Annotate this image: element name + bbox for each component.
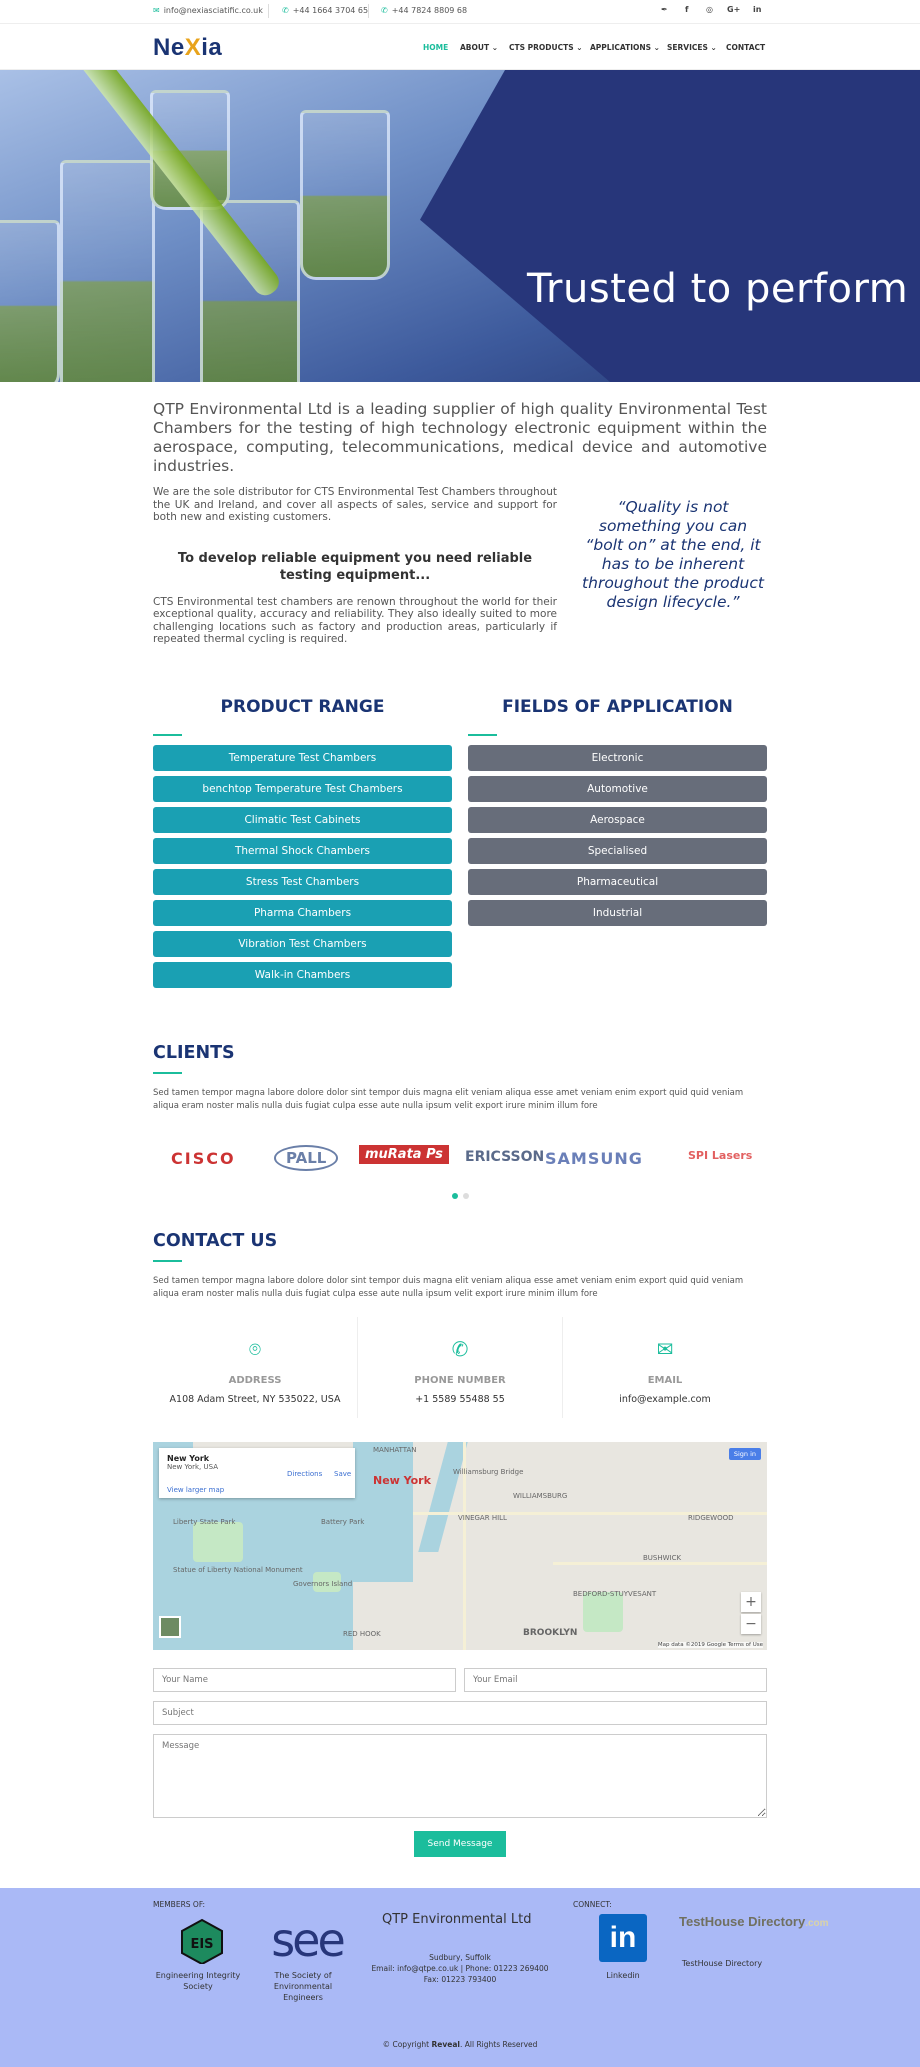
product-button[interactable]: Pharma Chambers <box>153 900 452 926</box>
members-label: MEMBERS OF: <box>153 1899 206 1909</box>
address-value: A108 Adam Street, NY 535022, USA <box>169 1393 341 1405</box>
beaker-image <box>0 220 60 382</box>
clients-section <box>153 1043 767 1199</box>
title-underline <box>468 734 497 736</box>
copyright <box>0 2040 920 2049</box>
facebook-icon[interactable]: f <box>685 5 689 14</box>
satellite-toggle[interactable] <box>159 1616 181 1638</box>
linkedin-icon[interactable]: in <box>599 1914 647 1962</box>
map-label: Statue of Liberty National Monument <box>173 1565 303 1574</box>
copyright-suffix: . All Rights Reserved <box>460 2039 538 2049</box>
top-bar <box>0 0 920 24</box>
nav-home[interactable]: HOME <box>423 43 449 52</box>
client-logo-samsung: SAMSUNG <box>545 1148 643 1168</box>
topbar-phone-1[interactable]: ✆ +44 1664 3704 65 <box>282 6 369 15</box>
intro-section <box>153 400 767 646</box>
copyright-brand[interactable]: Reveal <box>431 2039 460 2049</box>
map-park <box>583 1592 623 1632</box>
footer-fax: Fax: 01223 793400 <box>423 1974 497 1984</box>
map-park <box>193 1522 243 1562</box>
phone-icon: ✆ <box>381 6 388 15</box>
copyright-prefix: © Copyright <box>382 2039 432 2049</box>
title-underline <box>153 734 182 736</box>
nav-services[interactable]: SERVICES ⌄ <box>667 43 717 52</box>
map-place-name: New York <box>167 1453 210 1463</box>
map-signin-button[interactable]: Sign in <box>729 1448 761 1460</box>
contact-info <box>153 1317 767 1418</box>
map-attribution: Map data ©2019 Google Terms of Use <box>657 1641 763 1648</box>
address-block <box>153 1317 358 1418</box>
product-button[interactable]: Climatic Test Cabinets <box>153 807 452 833</box>
field-button[interactable]: Automotive <box>468 776 767 802</box>
instagram-icon[interactable]: ◎ <box>706 5 713 14</box>
envelope-icon: ✉ <box>656 1336 674 1361</box>
map-road <box>553 1562 767 1565</box>
nav-cts-products[interactable]: CTS PRODUCTS ⌄ <box>509 43 583 52</box>
nav-about[interactable]: ABOUT ⌄ <box>460 43 498 52</box>
map-label: WILLIAMSBURG <box>513 1491 568 1500</box>
map-label: Battery Park <box>321 1517 365 1526</box>
phone-icon: ✆ <box>451 1336 469 1361</box>
email-value[interactable]: info@example.com <box>619 1393 711 1405</box>
map-pin-icon: ⌾ <box>249 1336 261 1361</box>
name-input[interactable] <box>153 1668 456 1692</box>
site-logo[interactable]: NeXia <box>153 34 223 61</box>
phone-icon: ✆ <box>282 6 289 15</box>
contact-section <box>153 1231 767 1857</box>
linkedin-caption: Linkedin <box>606 1970 640 1980</box>
field-button[interactable]: Aerospace <box>468 807 767 833</box>
site-header <box>0 24 920 70</box>
email-block <box>563 1317 767 1418</box>
intro-subheading: To develop reliable equipment you need reliable testing equipment... <box>177 550 533 583</box>
title-underline <box>153 1260 182 1262</box>
eis-logo[interactable] <box>180 1918 224 1964</box>
title-underline <box>153 1072 182 1074</box>
testhouse-caption: TestHouse Directory <box>681 1958 763 1968</box>
client-logo-ericsson: ERICSSON <box>465 1148 545 1165</box>
testhouse-logo-text: TestHouse Directory <box>679 1913 806 1929</box>
google-map[interactable] <box>153 1442 767 1650</box>
eis-caption: Engineering Integrity Society <box>155 1970 241 1991</box>
svg-text:EIS: EIS <box>190 1936 214 1952</box>
divider <box>268 4 269 18</box>
hero-panel <box>420 70 920 382</box>
intro-lead: QTP Environmental Ltd is a leading supplier of high quality Environmental Test Chambers for the testing of high technology electronic equipment within the aerospace, computing, telecommunications, medical device and automotive industries. <box>153 400 767 475</box>
email-input[interactable] <box>464 1668 767 1692</box>
map-label: BUSHWICK <box>643 1553 682 1562</box>
map-label: Governors Island <box>293 1579 353 1588</box>
clients-carousel[interactable] <box>153 1131 767 1187</box>
map-place-card <box>159 1448 355 1498</box>
envelope-icon: ✉ <box>153 6 160 15</box>
see-logo[interactable] <box>262 1920 352 1960</box>
connect-label: CONNECT: <box>573 1899 612 1909</box>
footer-company: QTP Environmental Ltd <box>382 1911 532 1927</box>
linkedin-icon[interactable]: in <box>753 5 762 14</box>
topbar-phone-2[interactable]: ✆ +44 7824 8809 68 <box>381 6 468 15</box>
map-label: Williamsburg Bridge <box>453 1467 524 1476</box>
map-water <box>418 1442 467 1552</box>
field-button[interactable]: Pharmaceutical <box>468 869 767 895</box>
map-view-larger-link[interactable]: View larger map <box>167 1485 225 1494</box>
product-button[interactable]: Walk-in Chambers <box>153 962 452 988</box>
client-logo-spi: SPI Lasers <box>688 1148 753 1162</box>
product-button[interactable]: Stress Test Chambers <box>153 869 452 895</box>
footer-contact: Email: info@qtpe.co.uk | Phone: 01223 269400 <box>371 1963 549 1973</box>
twitter-icon[interactable]: ✒ <box>661 5 668 14</box>
topbar-email[interactable]: ✉ info@nexiasciatific.co.uk <box>153 6 263 15</box>
map-label: BROOKLYN <box>523 1627 578 1638</box>
nav-applications[interactable]: APPLICATIONS ⌄ <box>590 43 660 52</box>
phone-value[interactable]: +1 5589 55488 55 <box>415 1393 505 1405</box>
map-label: MANHATTAN <box>373 1445 417 1454</box>
field-button[interactable]: Specialised <box>468 838 767 864</box>
fields-of-application <box>468 696 767 993</box>
see-caption: The Society of Environmental Engineers <box>273 1970 333 2002</box>
zoom-out-button[interactable]: − <box>741 1614 761 1634</box>
contact-title: CONTACT US <box>153 1230 278 1251</box>
testhouse-logo-suffix: .com <box>805 1917 829 1929</box>
testhouse-logo[interactable] <box>679 1913 829 1930</box>
carousel-dots <box>153 1193 767 1199</box>
message-textarea[interactable] <box>153 1734 767 1818</box>
site-footer <box>0 1888 920 2067</box>
map-save-button[interactable]: Save <box>334 1469 352 1478</box>
map-water <box>353 1442 413 1582</box>
product-range-title: PRODUCT RANGE <box>220 696 385 717</box>
hero-headline: Trusted to perform <box>527 266 909 312</box>
intro-paragraph: CTS Environmental test chambers are renown throughout the world for their exceptional quality, accuracy and reliability. They also ideally suited to more challenging locations such as factory and production areas, particularly if repeated thermal cycling is required. <box>153 595 557 645</box>
subject-input[interactable] <box>153 1701 767 1725</box>
address-label: ADDRESS <box>228 1374 282 1386</box>
send-message-button[interactable]: Send Message <box>414 1831 506 1857</box>
field-button[interactable]: Industrial <box>468 900 767 926</box>
map-label: RIDGEWOOD <box>688 1513 734 1522</box>
product-button[interactable]: benchtop Temperature Test Chambers <box>153 776 452 802</box>
product-button[interactable]: Thermal Shock Chambers <box>153 838 452 864</box>
carousel-dot-active[interactable] <box>452 1193 458 1199</box>
beaker-image <box>300 110 390 280</box>
fields-title: FIELDS OF APPLICATION <box>502 696 733 717</box>
nav-contact[interactable]: CONTACT <box>726 43 766 52</box>
product-range <box>153 696 452 993</box>
phone-block <box>358 1317 563 1418</box>
map-label: BEDFORD-STUYVESANT <box>573 1589 657 1598</box>
quality-quote: “Quality is not something you can “bolt on” at the end, it has to be inherent throughout the product design lifecycle.” <box>582 498 764 611</box>
map-directions-button[interactable]: Directions <box>287 1469 323 1478</box>
email-label: EMAIL <box>647 1374 683 1386</box>
client-logo-cisco: CISCO <box>171 1148 236 1168</box>
divider <box>368 4 369 18</box>
contact-form <box>153 1668 767 1857</box>
phone-label: PHONE NUMBER <box>414 1374 506 1386</box>
carousel-dot[interactable] <box>463 1193 469 1199</box>
client-logo-murata: muRata Ps <box>359 1145 449 1164</box>
clients-description: Sed tamen tempor magna labore dolore dolor sint tempor duis magna elit veniam aliqua esse amet veniam enim export quid quid veniam aliqua eram noster malis nulla duis fugiat culpa esse aute nulla ipsum velit export irure minim illum fore <box>153 1087 744 1111</box>
svg-text:see: see <box>271 1919 343 1960</box>
map-city-label: New York <box>373 1473 431 1487</box>
footer-address: Sudbury, Suffolk <box>429 1952 491 1962</box>
field-button[interactable]: Electronic <box>468 745 767 771</box>
intro-paragraph: We are the sole distributor for CTS Environmental Test Chambers throughout the UK and Ireland, and cover all aspects of sales, service and support for both new and existing customers. <box>153 486 557 523</box>
map-label: VINEGAR HILL <box>458 1513 507 1522</box>
map-label: RED HOOK <box>343 1629 381 1638</box>
contact-description: Sed tamen tempor magna labore dolore dolor sint tempor duis magna elit veniam aliqua esse amet veniam enim export quid quid veniam aliqua eram noster malis nulla duis fugiat culpa esse aute nulla ipsum velit export irure minim illum fore <box>153 1275 744 1299</box>
product-button[interactable]: Temperature Test Chambers <box>153 745 452 771</box>
hero-banner <box>0 70 920 382</box>
product-button[interactable]: Vibration Test Chambers <box>153 931 452 957</box>
zoom-in-button[interactable]: + <box>741 1592 761 1612</box>
map-place-sub: New York, USA <box>167 1462 218 1471</box>
client-logo-pall: PALL <box>274 1145 338 1171</box>
google-plus-icon[interactable]: G+ <box>727 5 741 14</box>
beaker-image <box>60 160 155 382</box>
clients-title: CLIENTS <box>153 1042 235 1063</box>
ranges-section <box>153 696 767 993</box>
map-label: Liberty State Park <box>173 1517 236 1526</box>
